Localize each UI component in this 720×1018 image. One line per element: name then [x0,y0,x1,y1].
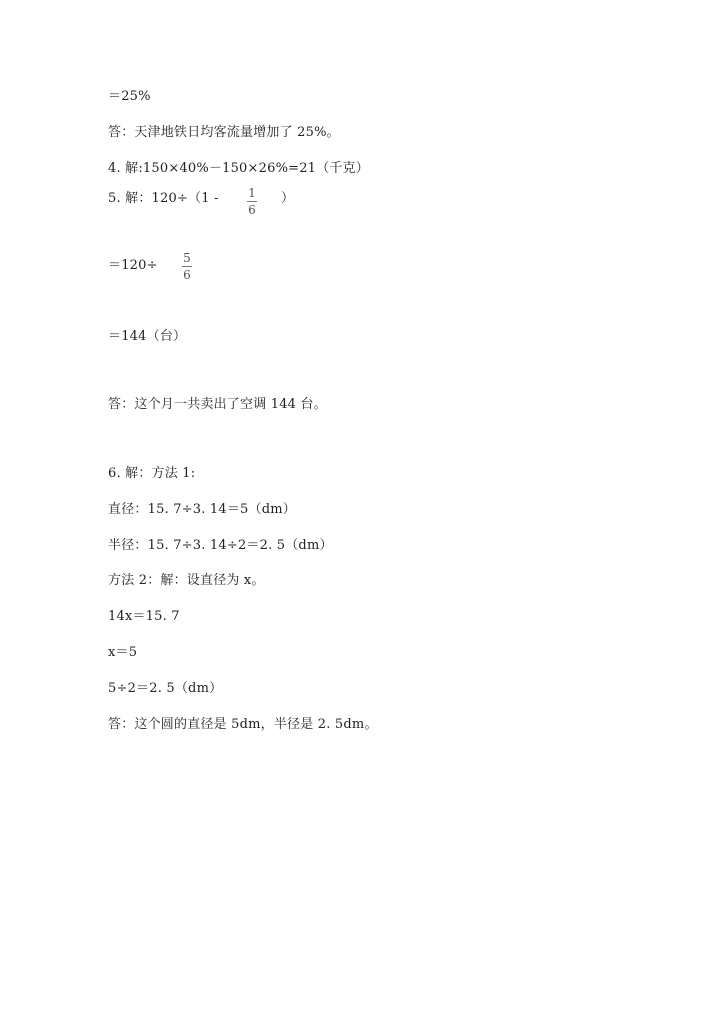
fraction-five-sixths [180,251,194,282]
closing-paren: ） [281,191,295,206]
radius-line: 半径：15. 7÷3. 14÷2＝2. 5（dm） [108,538,333,553]
equation-line-divide: ＝120÷ [108,258,158,273]
equation-line-percent: ＝25% [108,89,151,104]
equation-line-result: ＝144（台） [108,329,187,344]
answer-line-circle: 答：这个圆的直径是 5dm，半径是 2. 5dm。 [108,717,378,732]
equation-radius: 5÷2＝2. 5（dm） [108,681,223,696]
fraction-one-sixth [245,186,259,217]
solution-5-text: 5. 解：120÷（1 - [108,191,219,206]
method-2-line: 方法 2：解：设直径为 x。 [108,573,265,588]
fraction-bar [247,201,257,202]
solution-5-line [108,190,219,208]
fraction-numerator: 1 [248,186,256,200]
solution-4-line: 4. 解:150×40%－150×26%=21（千克） [108,161,369,176]
equation-14x: 14x＝15. 7 [108,609,180,624]
answer-line-ac: 答：这个月一共卖出了空调 144 台。 [108,397,327,412]
fraction-denominator: 6 [183,268,191,282]
diameter-line: 直径：15. 7÷3. 14＝5（dm） [108,502,296,517]
fraction-bar [182,266,192,267]
answer-line-metro: 答：天津地铁日均客流量增加了 25%。 [108,125,340,140]
solution-6-heading: 6. 解：方法 1: [108,466,196,481]
equation-x: x＝5 [108,645,138,660]
fraction-denominator: 6 [248,203,256,217]
fraction-numerator: 5 [183,251,191,265]
